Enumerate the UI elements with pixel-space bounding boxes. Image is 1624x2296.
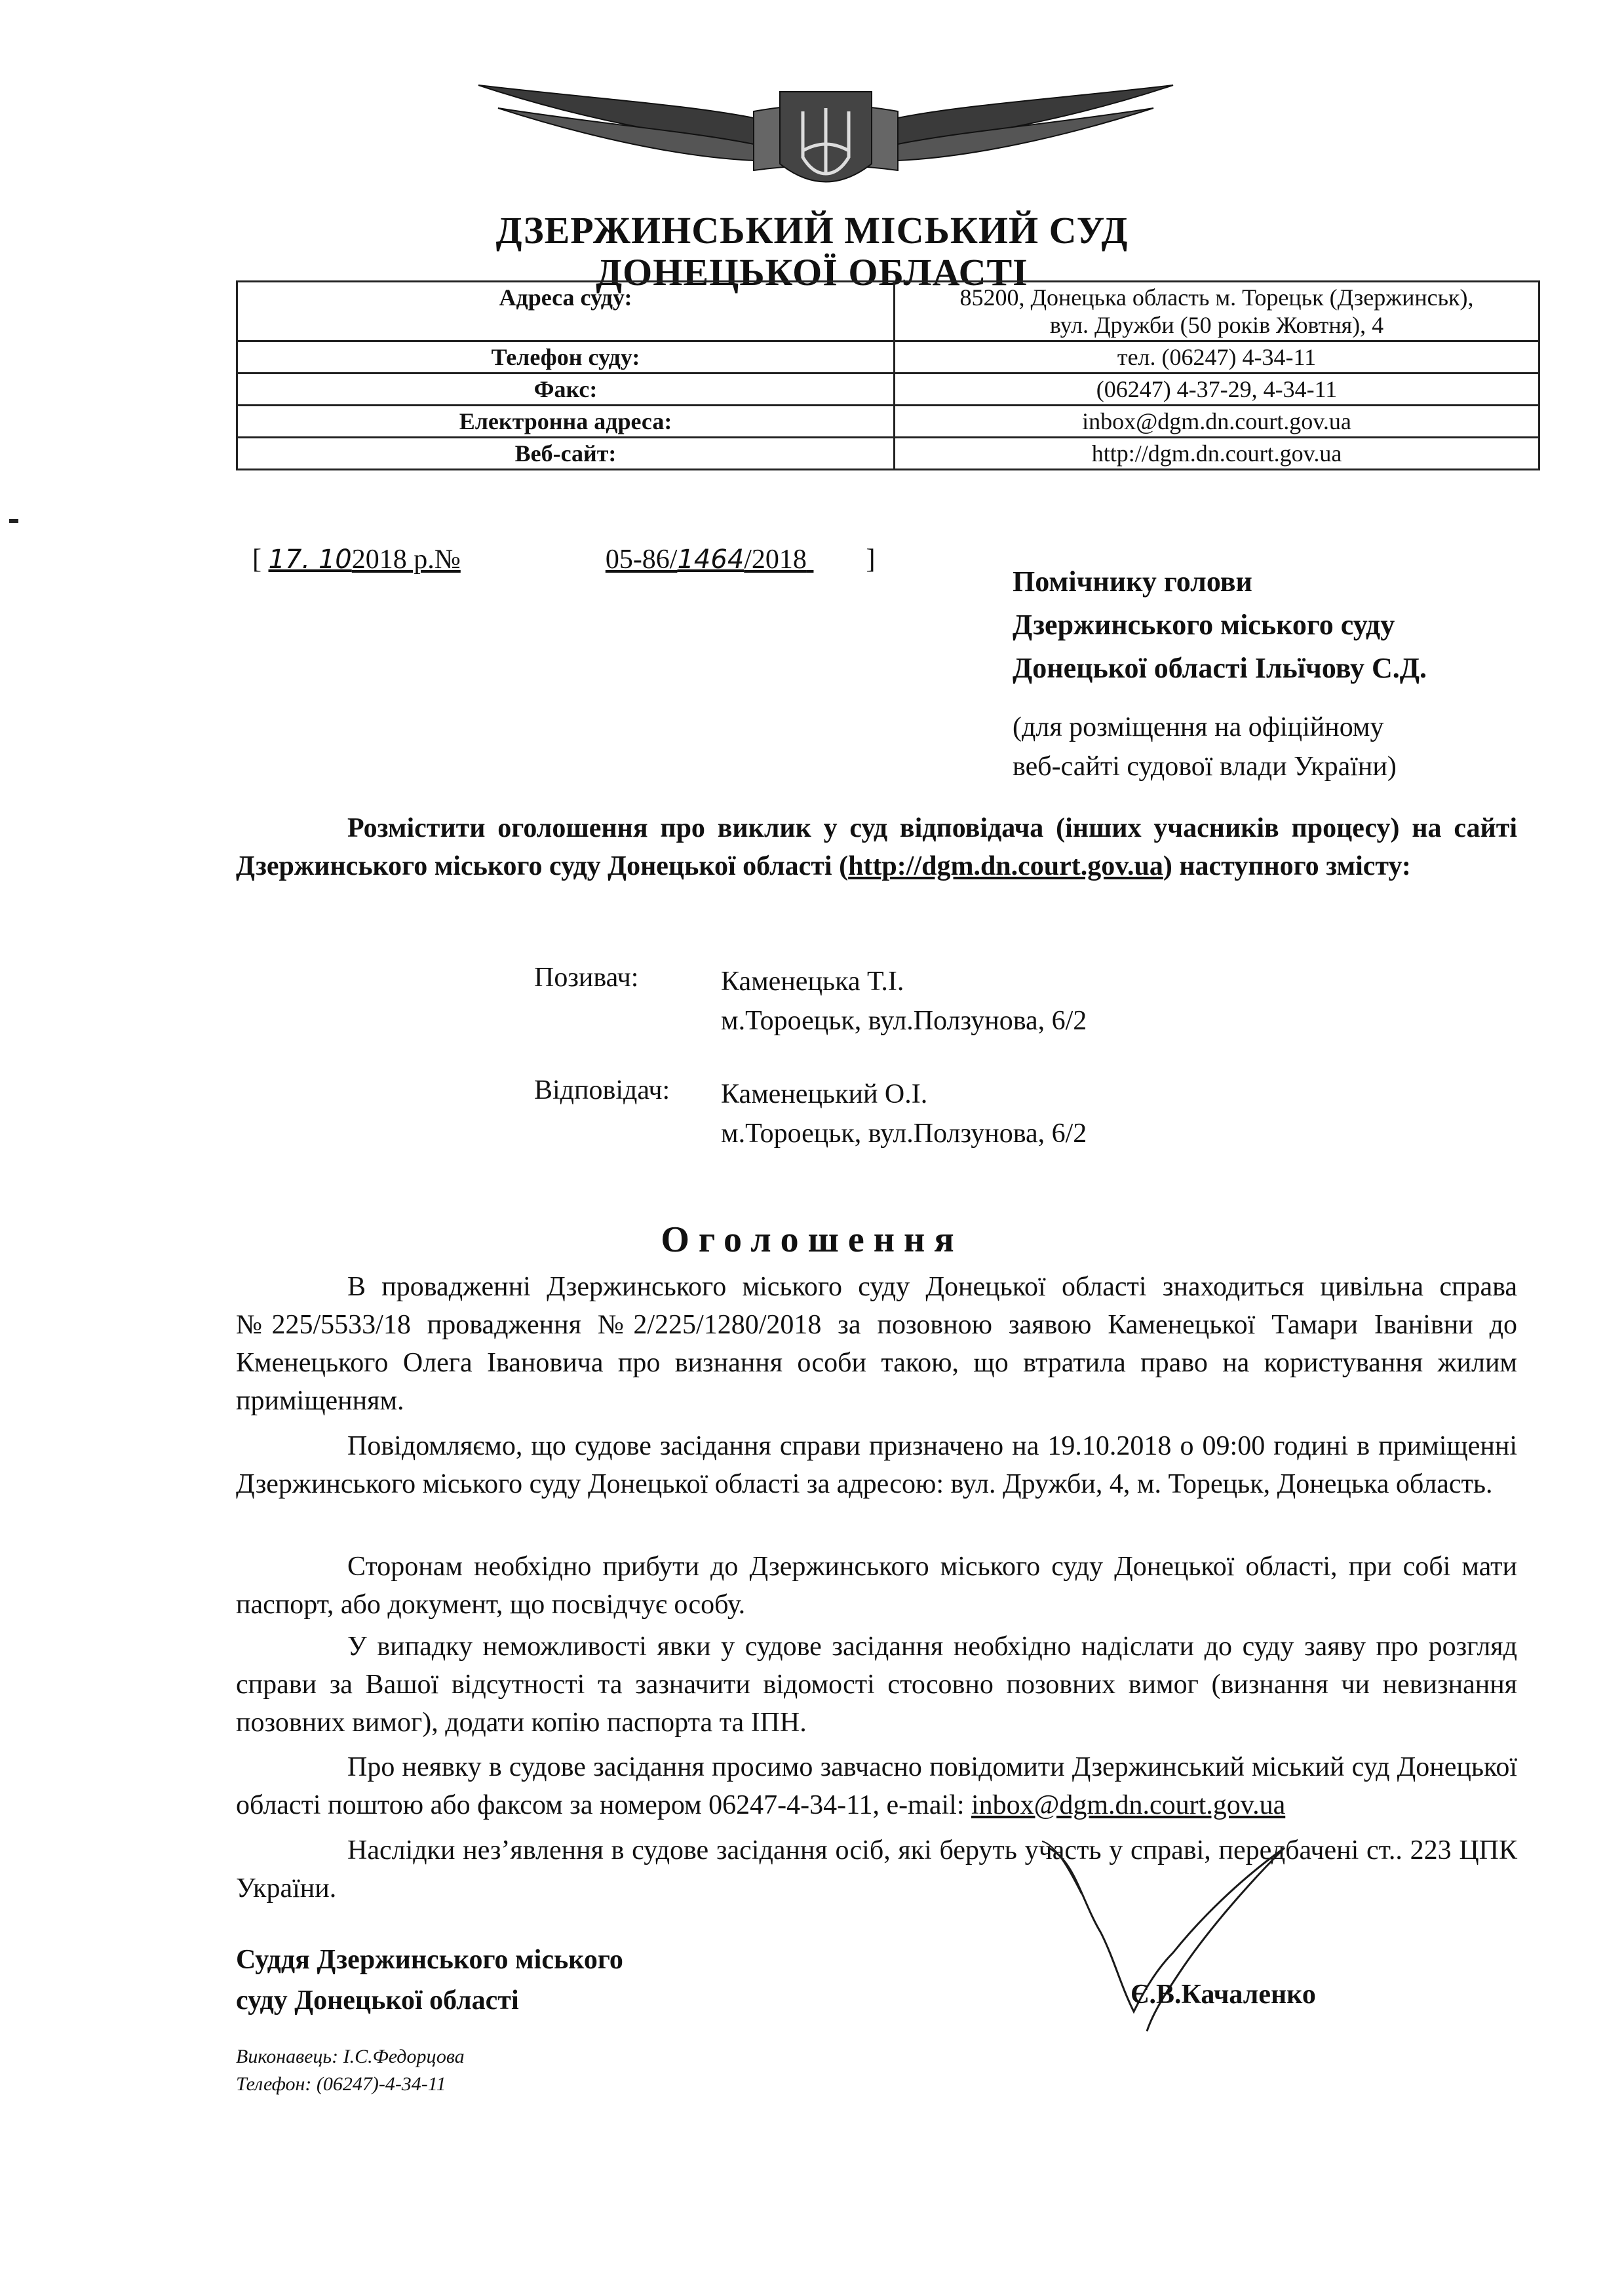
judge-line2: суду Донецької області bbox=[236, 1985, 519, 2016]
executor-line2: Телефон: (06247)-4-34-11 bbox=[236, 2073, 446, 2095]
plaintiff-address: м.Тороецьк, вул.Ползунова, 6/2 bbox=[721, 1006, 1087, 1036]
judge-name: Є.В.Качаленко bbox=[1131, 1980, 1316, 2010]
address-value bbox=[895, 282, 1539, 341]
website-row bbox=[237, 438, 1539, 470]
close-bracket: ] bbox=[866, 545, 876, 575]
phone-row bbox=[237, 341, 1539, 373]
request-text-start: Розмістити оголошення про виклик у суд відповідача (інших учасників процесу) на сайті Дзержинського міського суду Донецької області ( bbox=[236, 813, 1517, 881]
executor-info bbox=[236, 2043, 465, 2098]
addressee-purpose bbox=[1013, 708, 1397, 786]
number-suffix: /2018 bbox=[744, 545, 807, 575]
publication-request bbox=[236, 809, 1517, 885]
executor-line1: Виконавець: І.С.Федорцова bbox=[236, 2046, 465, 2067]
announcement-title: Оголошення bbox=[661, 1219, 963, 1260]
fax-label: Факс: bbox=[237, 373, 895, 406]
plaintiff-name: Каменецька Т.І. bbox=[721, 966, 904, 997]
paragraph-5-email[interactable]: inbox@dgm.dn.court.gov.ua bbox=[971, 1790, 1286, 1820]
fax-value: (06247) 4-37-29, 4-34-11 bbox=[895, 373, 1539, 406]
announcement-paragraph-5 bbox=[236, 1748, 1517, 1824]
email-label: Електронна адреса: bbox=[237, 406, 895, 438]
number-underline bbox=[807, 544, 859, 575]
announcement-paragraph-6: Наслідки нез’явлення в судове засідання осіб, які беруть участь у справі, передбачені ст.. 223 ЦПК України. bbox=[236, 1835, 1517, 1904]
court-name-line1: ДЗЕРЖИНСЬКИЙ МІСЬКИЙ СУД bbox=[495, 209, 1129, 252]
plaintiff-info bbox=[721, 962, 1087, 1041]
address-value-line1: 85200, Донецька область м. Торецьк (Дзержинськ), bbox=[959, 284, 1474, 311]
announcement-paragraph-3: Сторонам необхідно прибути до Дзержинського міського суду Донецької області, при собі мати паспорт, або документ, що посвідчує особу. bbox=[236, 1552, 1517, 1620]
phone-label: Телефон суду: bbox=[237, 341, 895, 373]
addressee-line2: Дзержинського міського суду bbox=[1013, 609, 1395, 641]
address-value-line2: вул. Дружби (50 років Жовтня), 4 bbox=[1049, 312, 1384, 338]
phone-value: тел. (06247) 4-34-11 bbox=[895, 341, 1539, 373]
margin-mark bbox=[9, 519, 18, 523]
defendant-label: Відповідач: bbox=[534, 1075, 670, 1105]
registration-line bbox=[252, 544, 875, 575]
address-label: Адреса суду: bbox=[237, 282, 895, 341]
announcement-paragraph-4: У випадку неможливості явки у судове засідання необхідно надіслати до суду заяву про розгляд справи за Вашої відсутності та зазначити відомості стосовно позовних вимог (визнання чи невизнання позовних вимог), додати копію паспорта та ІПН. bbox=[236, 1632, 1517, 1738]
defendant-name: Каменецький О.І. bbox=[721, 1079, 928, 1109]
judge-title bbox=[236, 1940, 623, 2021]
purpose-line2: веб-сайті судової влади України) bbox=[1013, 752, 1397, 782]
website-value: http://dgm.dn.court.gov.ua bbox=[895, 438, 1539, 470]
purpose-line1: (для розміщення на офіційному bbox=[1013, 712, 1384, 742]
paragraph-5-text: Про неявку в судове засідання просимо завчасно повідомити Дзержинський міський суд Донецької області поштою або факсом за номером 06247-4-34-11, e-mail: bbox=[236, 1752, 1517, 1820]
number-prefix: 05-86/ bbox=[605, 545, 678, 575]
request-link[interactable]: http://dgm.dn.court.gov.ua bbox=[848, 851, 1163, 881]
fax-row bbox=[237, 373, 1539, 406]
court-info-table bbox=[236, 280, 1540, 470]
defendant-info bbox=[721, 1075, 1087, 1153]
addressee-line1: Помічнику голови bbox=[1013, 565, 1252, 598]
plaintiff-label: Позивач: bbox=[534, 963, 639, 993]
email-row bbox=[237, 406, 1539, 438]
date-handwritten: 17. 10 bbox=[268, 545, 352, 575]
judge-line1: Суддя Дзержинського міського bbox=[236, 1945, 623, 1975]
defendant-address: м.Тороецьк, вул.Ползунова, 6/2 bbox=[721, 1119, 1087, 1149]
email-value: inbox@dgm.dn.court.gov.ua bbox=[895, 406, 1539, 438]
number-handwritten: 1464 bbox=[677, 545, 744, 575]
court-name-line2: ДОНЕЦЬКОЇ ОБЛАСТІ bbox=[596, 251, 1028, 294]
addressee-line3: Донецької області Ільїчову С.Д. bbox=[1013, 652, 1427, 684]
date-suffix: 2018 р.№ bbox=[351, 545, 461, 575]
court-emblem bbox=[472, 46, 1180, 203]
announcement-paragraph-1: В провадженні Дзержинського міського суду Донецької області знаходиться цивільна справа №225/5533/18 провадження №2/225/1280/2018 за позовною заявою Каменецької Тамари Іванівни до Кменецького Олега Івановича про визнання особи такою, що втратила право на користування жилим приміщенням. bbox=[236, 1272, 1517, 1416]
announcement-paragraph-2: Повідомляємо, що судове засідання справи призначено на 19.10.2018 о 09:00 годині в приміщенні Дзержинського міського суду Донецької області за адресою: вул. Дружби, 4, м. Торецьк, Донецька область. bbox=[236, 1431, 1517, 1499]
address-row bbox=[237, 282, 1539, 341]
open-bracket: [ bbox=[252, 545, 261, 575]
addressee bbox=[1013, 560, 1427, 690]
request-text-end: ) наступного змісту: bbox=[1163, 851, 1411, 881]
website-label: Веб-сайт: bbox=[237, 438, 895, 470]
